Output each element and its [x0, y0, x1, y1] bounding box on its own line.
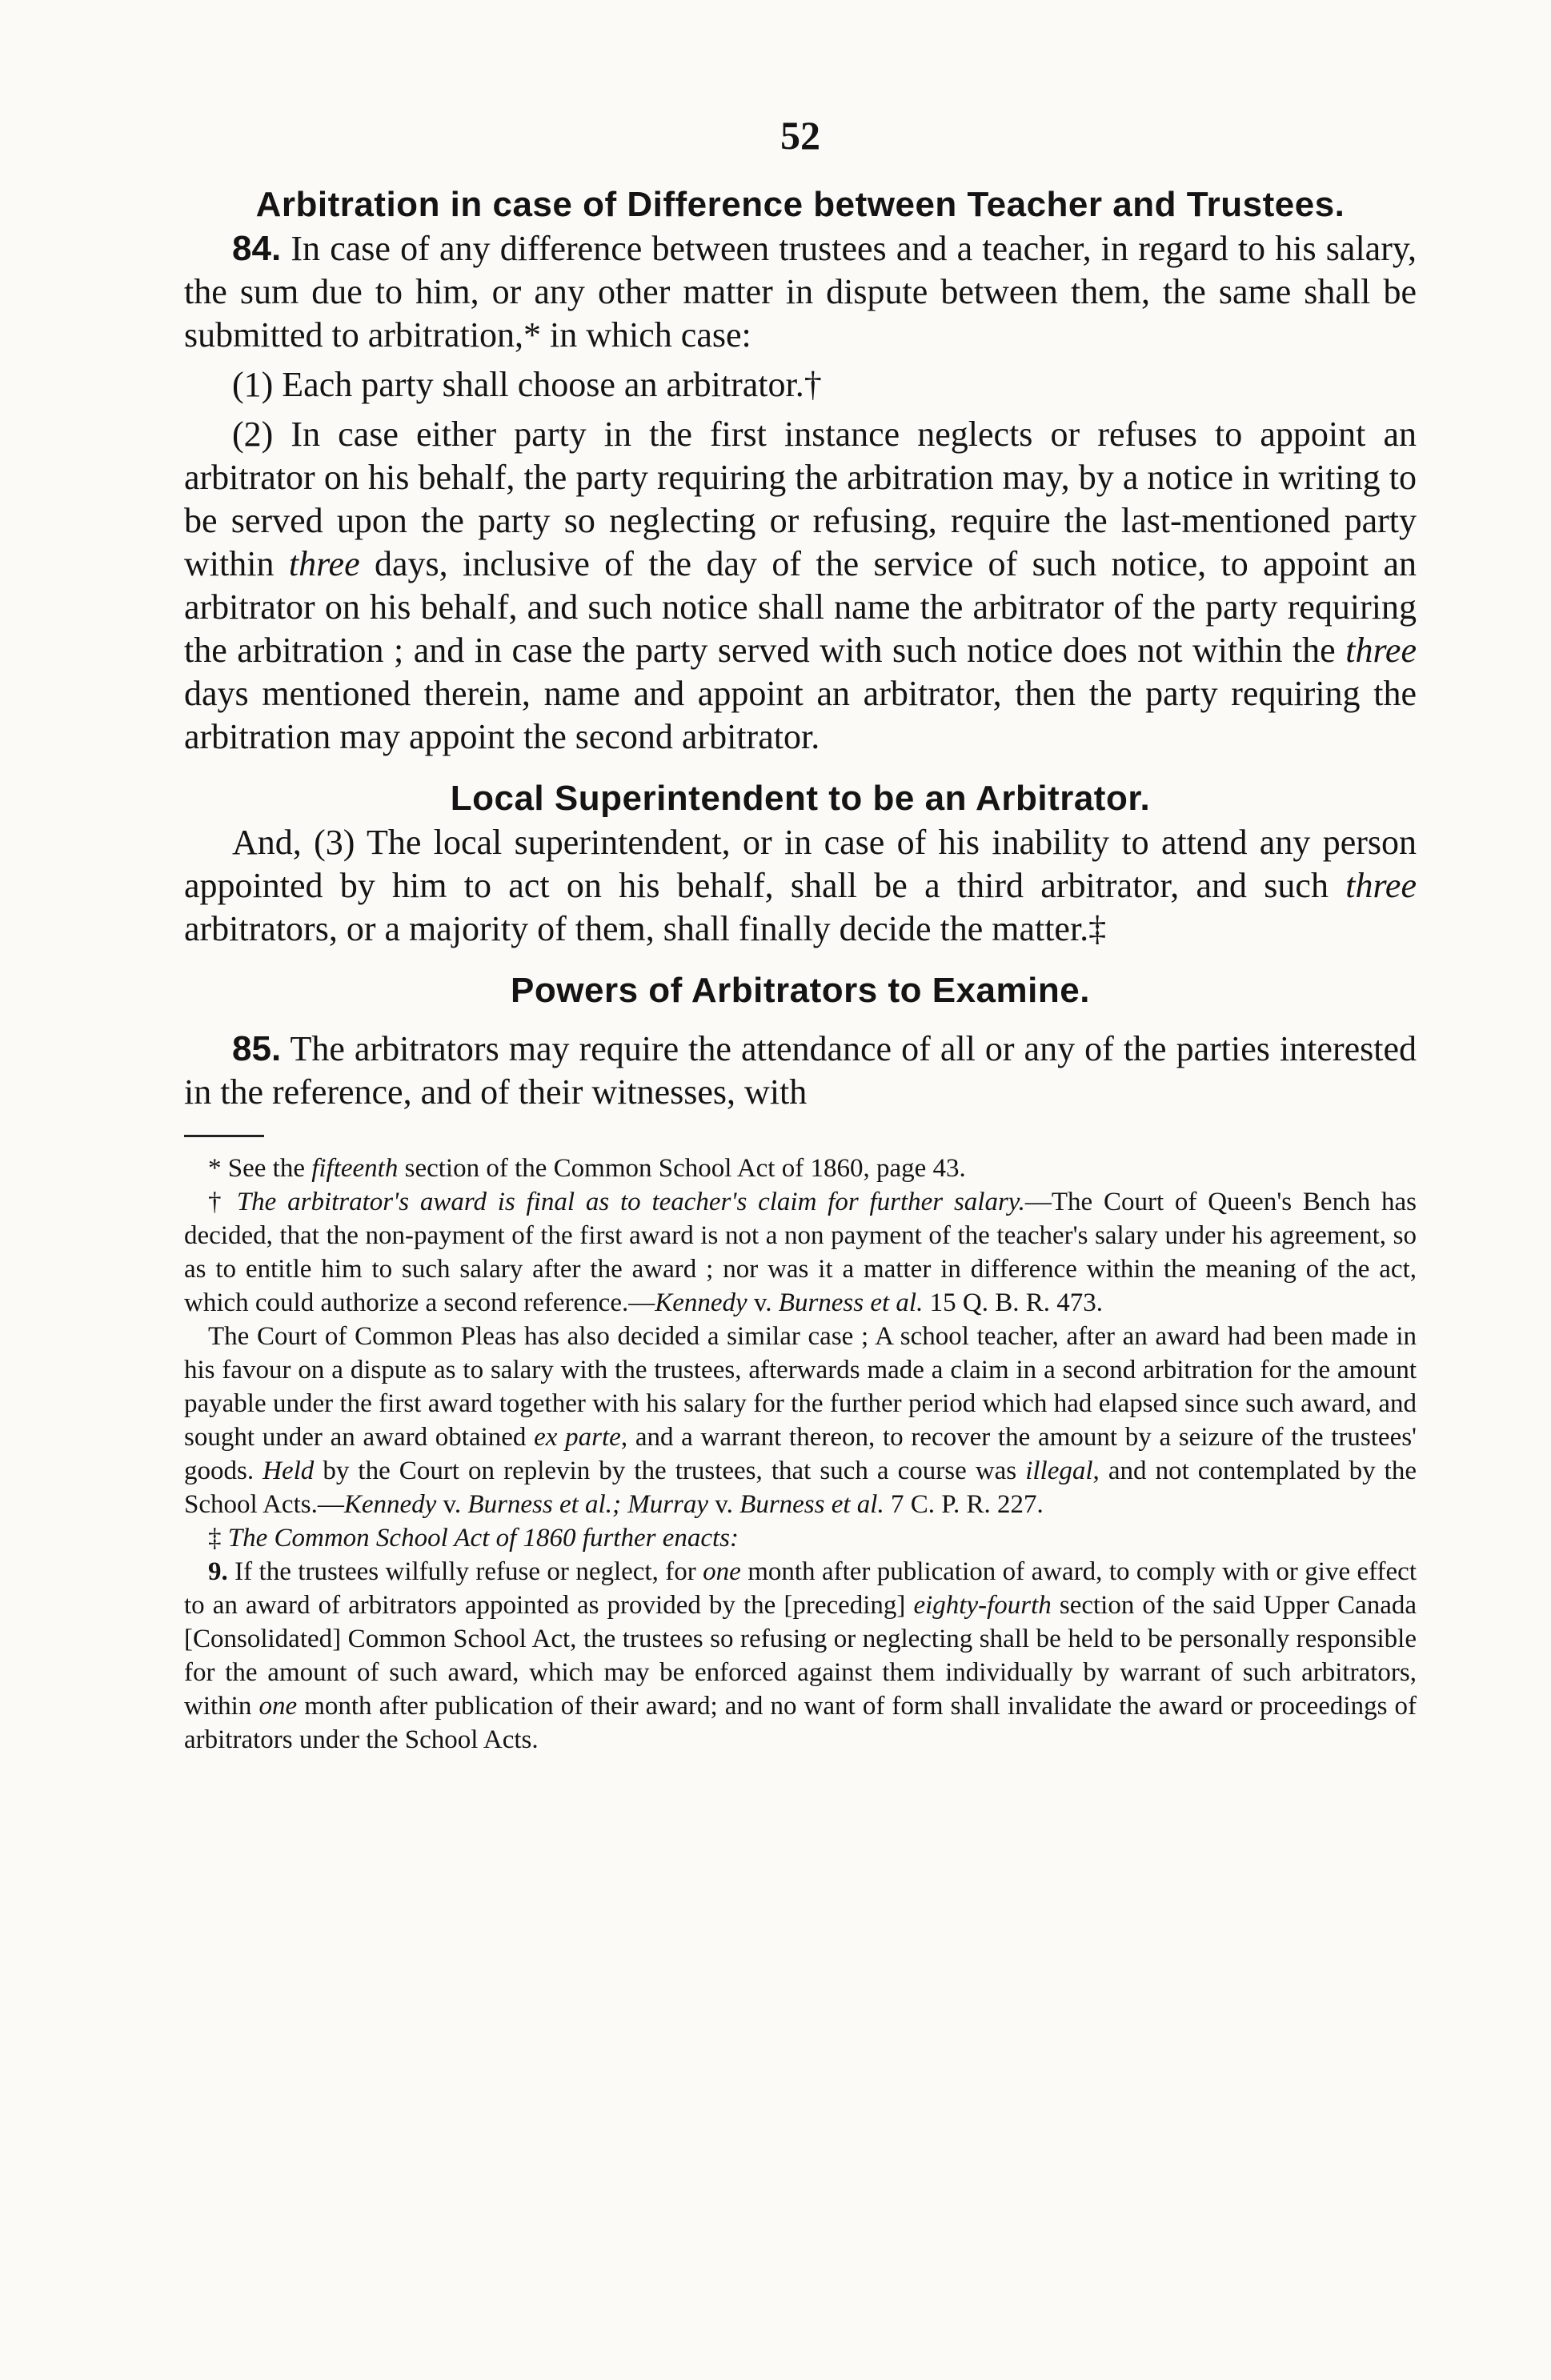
- footnote-3-case-3: Burness et al.: [739, 1490, 884, 1519]
- footnote-1: [184, 1152, 1417, 1185]
- section-85-paragraph: [184, 1028, 1417, 1114]
- footnote-2-case-1: Kennedy: [655, 1288, 747, 1317]
- clause-1: (1) Each party shall choose an arbitrator.†: [232, 365, 822, 404]
- footnote-3-held: Held: [263, 1456, 315, 1485]
- footnote-2-case-2: Burness et al.: [778, 1288, 924, 1317]
- footnote-5-one-1: one: [703, 1557, 741, 1586]
- footnote-3-illegal: illegal: [1025, 1456, 1093, 1485]
- footnote-3-case-2: Burness et al.; Murray: [467, 1490, 709, 1519]
- heading-local-superintendent: Local Superintendent to be an Arbitrator.: [450, 779, 1151, 818]
- footnote-5-text-c: section of the said Upper Canada [Consolidated] Common School Act, the trustees so refusing or neglecting shall be held to be personally responsible for the amount of such award, which may be enforced against them individually by warrant of such arbitrators, within: [184, 1591, 1417, 1721]
- clause-3-text-b: arbitrators, or a majority of them, shall finally decide the matter.‡: [184, 909, 1107, 948]
- footnote-2-mark: †: [208, 1188, 237, 1216]
- clause-2-three-2: three: [1345, 631, 1417, 670]
- footnote-5-number: 9.: [208, 1557, 235, 1586]
- footnote-4: [184, 1521, 1417, 1555]
- heading-powers: Powers of Arbitrators to Examine.: [511, 971, 1090, 1010]
- section-84: [184, 227, 1417, 759]
- footnote-3-text-b: , and a warrant thereon, to recover the amount by a seizure of the trustees' goods.: [184, 1423, 1417, 1485]
- footnote-3-versus-1: v.: [436, 1490, 468, 1519]
- footnote-2-citation: 15 Q. B. R. 473.: [923, 1288, 1103, 1317]
- section-number-84: 84.: [232, 229, 282, 268]
- section-85-text: The arbitrators may require the attendance of all or any of the parties interested in the reference, and of their witnesses, with: [184, 1029, 1417, 1112]
- footnote-2-versus: v.: [747, 1288, 779, 1317]
- clause-2: [184, 413, 1417, 759]
- footnote-5-one-2: one: [258, 1692, 298, 1721]
- footnote-1-italic: fifteenth: [311, 1154, 399, 1183]
- footnote-3-versus-2: v.: [708, 1490, 740, 1519]
- section-84-paragraph: [184, 227, 1417, 357]
- footnote-1-text-b: section of the Common School Act of 1860, page 43.: [398, 1154, 966, 1183]
- clause-3-text-a: And, (3) The local superintendent, or in case of his inability to attend any person appointed by him to act on his behalf, shall be a third arbitrator, and such: [184, 823, 1417, 905]
- footnote-3-text-a: The Court of Common Pleas has also decided a similar case ; A school teacher, after an award had been made in his favour on a dispute as to salary with the trustees, afterwards made a claim in a second arbitration for the amount payable under the first award together with his salary for the further period which had elapsed since such award, and sought under an award obtained: [184, 1322, 1417, 1452]
- section-number-85: 85.: [232, 1029, 282, 1068]
- footnote-4-mark: ‡: [208, 1524, 228, 1553]
- footnote-2-title: The arbitrator's award is final as to teacher's claim for further salary.: [236, 1188, 1025, 1216]
- footnote-3-text-c: by the Court on replevin by the trustees, that such a course was: [314, 1456, 1026, 1485]
- clause-3: [184, 821, 1417, 951]
- footnote-5-text-a: If the trustees wilfully refuse or neglect, for: [234, 1557, 703, 1586]
- footnote-1-text-a: * See the: [208, 1154, 312, 1183]
- footnote-3-ex-parte: ex parte: [534, 1423, 621, 1452]
- section-84-text: In case of any difference between trustees and a teacher, in regard to his salary, the sum due to him, or any other matter in dispute between them, the same shall be submitted to arbitration,* in which case:: [184, 229, 1417, 355]
- footnote-2: [184, 1185, 1417, 1320]
- footnote-5-eighty-fourth: eighty-fourth: [913, 1591, 1052, 1620]
- clause-2-text-b: days, inclusive of the day of the service of such notice, to appoint an arbitrator on his behalf, and such notice shall name the arbitrator of the party requiring the arbitration ; and in case the party served with such notice does not within the: [184, 544, 1417, 670]
- footnote-5-text-d: month after publication of their award; and no want of form shall invalidate the award or proceedings of arbitrators under the School Acts.: [184, 1692, 1417, 1754]
- clause-2-text-a: (2) In case either party in the first instance neglects or refuses to appoint an arbitrator on his behalf, the party requiring the arbitration may, by a notice in writing to be served upon the party so neglecting or refusing, require the last-mentioned party within: [184, 415, 1417, 583]
- document-page: [184, 112, 1417, 1757]
- footnote-5: [184, 1555, 1417, 1757]
- footnote-3-case-1: Kennedy: [343, 1490, 437, 1519]
- page-number: 52: [780, 113, 820, 158]
- footnote-3-text-d: , and not contemplated by the School Acts.—: [184, 1456, 1417, 1519]
- clause-3-block: [184, 821, 1417, 951]
- clause-2-three-1: three: [288, 544, 360, 583]
- section-85: [184, 1028, 1417, 1114]
- footnote-5-text-b: month after publication of award, to comply with or give effect to an award of arbitrators appointed as provided by the [preceding]: [184, 1557, 1417, 1620]
- clause-3-three: three: [1345, 866, 1417, 905]
- footnote-4-title: The Common School Act of 1860 further enacts:: [227, 1524, 739, 1553]
- footnote-3-citation: 7 C. P. R. 227.: [884, 1490, 1044, 1519]
- clause-2-text-c: days mentioned therein, name and appoint an arbitrator, then the party requiring the arbitration may appoint the second arbitrator.: [184, 674, 1417, 756]
- footnotes: [184, 1152, 1417, 1757]
- footnote-2-text: —The Court of Queen's Bench has decided, that the non-payment of the first award is not a non payment of the teacher's salary under his agreement, so as to entitle him to such salary after the award ; nor was it a matter in difference within the meaning of the act, which could authorize a second reference.—: [184, 1188, 1417, 1317]
- footnote-3: [184, 1320, 1417, 1521]
- heading-arbitration: Arbitration in case of Difference between Teacher and Trustees.: [255, 185, 1345, 224]
- footnote-divider: [184, 1135, 264, 1137]
